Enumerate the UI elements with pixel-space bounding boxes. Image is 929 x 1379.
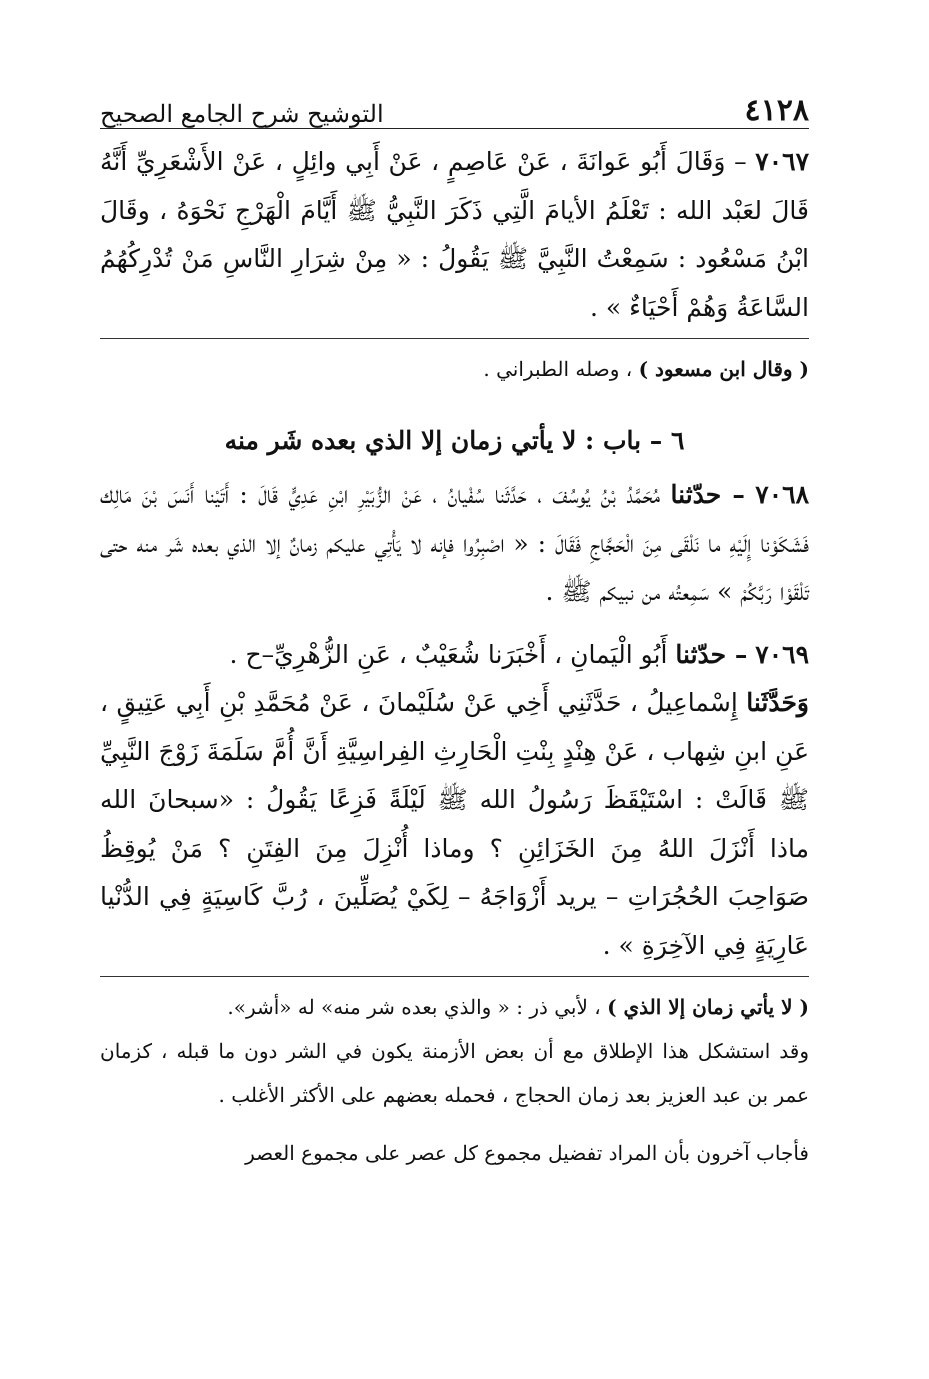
page-header [100, 78, 809, 128]
commentary-text: فأجاب آخرون بأن المراد تفضيل مجموع كل عصر على مجموع العصر [245, 1141, 809, 1165]
spacer [100, 617, 809, 631]
section-divider [100, 976, 809, 977]
hadith-text: إِسْماعِيلُ ، حَدَّثَنِي أَخِي عَنْ سُلَيْمانَ ، عَنْ مُحَمَّدِ بْنِ أَبِي عَتِيقٍ ، عَنِ ابنِ شِهاب ، عَنْ هِنْدٍ بِنْتِ الْحَارِثِ الفِراسِيَّةِ أَنَّ أُمَّ سَلَمَةَ زَوْجَ النَّبِيِّ ﷺ قَالَتْ : اسْتَيْقَظَ رَسُولُ الله ﷺ لَيْلَةً فَزِعًا يَقُولُ : «سبحانَ الله ماذا أَنْزَلَ اللهُ مِنَ الخَزَائِنِ ؟ وماذا أُنْزِلَ مِنَ الفِتَنِ ؟ مَنْ يُوقِظُ صَوَاحِبَ الحُجُرَاتِ – يريد أَزْوَاجَهُ – لِكَيْ يُصَلِّينَ ، رُبَّ كَاسِيَةٍ فِي الدُّنْيا عَارِيَةٍ فِي الآخِرَةِ » . [100, 688, 809, 960]
hadith-number: ٧٠٦٧ [755, 147, 809, 176]
commentary-text: وقد استشكل هذا الإطلاق مع أن بعض الأزمنة يكون في الشر دون ما قبله ، كزمان عمر بن عبد العزيز بعد زمان الحجاج ، فحمله بعضهم على الأكثر الأغلب . [100, 1039, 809, 1107]
hadith-lead: – حدّثنا [670, 480, 745, 509]
hadith-text: – وَقَالَ أَبُو عَوانَةَ ، عَنْ عَاصِمٍ ، عَنْ أَبِي وائِلٍ ، عَنْ الأَشْعَرِيِّ أَنَّهُ قَالَ لعَبْد الله : تَعْلَمُ الأيامَ الَّتِي ذَكَرَ النَّبِيُّ ﷺ أَيَّامَ الْهَرْجِ نَحْوَهُ ، وقَالَ ابْنُ مَسْعُود : سَمِعْتُ النَّبِيَّ ﷺ يَقُولُ : « مِنْ شِرَارِ النَّاسِ مَنْ تُدْرِكُهُمُ السَّاعَةُ وَهُمْ أَحْيَاءٌ » . [100, 147, 809, 322]
hadith-lead: وَحَدَّثَنا [746, 688, 809, 717]
commentary-text: ، وصله الطبراني . [483, 357, 633, 381]
commentary-wasalahu [100, 347, 809, 391]
page-body [100, 138, 809, 1175]
hadith-7068 [100, 471, 809, 617]
chapter-heading: ٦ – باب : لا يأتي زمان إلا الذي بعده شَر منه [224, 426, 685, 455]
hadith-7069-second-chain [100, 679, 809, 970]
header-rule [100, 128, 809, 129]
commentary-objection [100, 1029, 809, 1117]
commentary-lemma: ( وقال ابن مسعود ) [638, 357, 809, 381]
hadith-7069 [100, 631, 809, 680]
section-divider [100, 338, 809, 339]
hadith-number: ٧٠٦٨ [755, 480, 809, 509]
hadith-number: ٧٠٦٩ [755, 639, 809, 669]
commentary-text: ، لأبي ذر : « والذي بعده شر منه» له «أشر». [227, 995, 601, 1019]
hadith-text: مُحَمَّدُ بْنُ يُوسُفَ ، حَدَّثَنا سُفْيانُ ، عَنْ الزُّبَيْرِ ابْنِ عَدِيٍّ قَالَ : أَتَيْنا أَنَسَ بْنَ مَالِك فَشَكَوْنا إِلَيْهِ ما نَلْقَى مِنَ الْحَجَّاجِ فَقَالَ : « اصْبِرُوا فإنه لا يَأْتِي عليكم زمانٌ إلا الذي بعده شَر منه حتى تَلْقَوْا رَبَّكُمْ » سَمِعتُه من نبيكم ﷺ . [100, 480, 809, 606]
running-title: التوشيح شرح الجامع الصحيح [100, 100, 384, 128]
page-number: ٤١٢٨ [744, 93, 809, 128]
spacer [100, 1117, 809, 1131]
commentary-answer [100, 1131, 809, 1175]
hadith-7067 [100, 138, 809, 332]
commentary-variant-reading [100, 985, 809, 1029]
commentary-lemma: ( لا يأتي زمان إلا الذي ) [607, 995, 809, 1019]
hadith-lead: – حدّثنا [675, 639, 748, 669]
hadith-text: أَبُو الْيَمانِ ، أَخْبَرَنا شُعَيْبٌ ، عَنِ الزُّهْرِيِّ–ح . [229, 639, 668, 669]
